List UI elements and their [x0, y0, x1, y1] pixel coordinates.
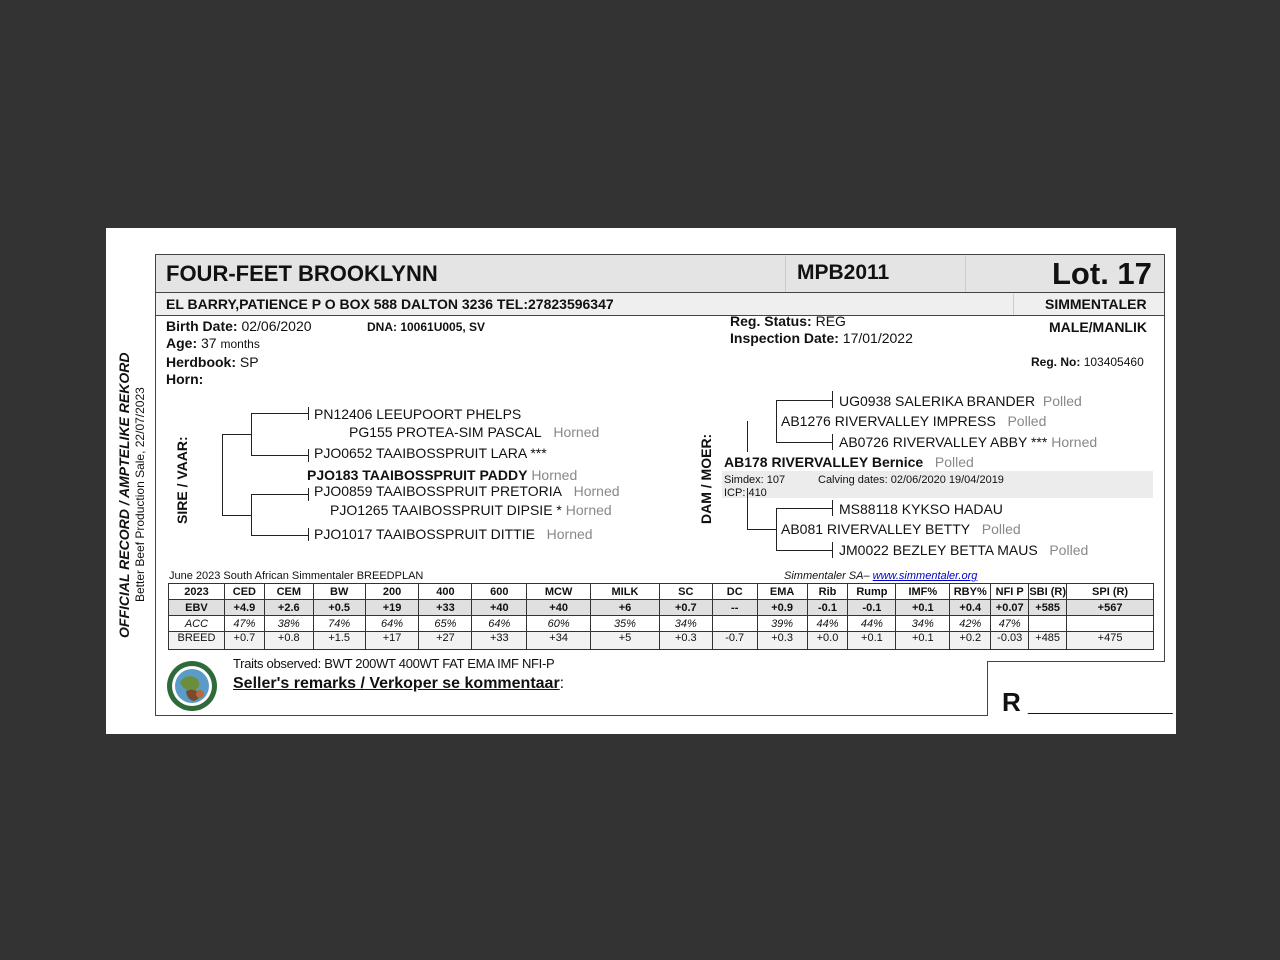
ebv-cell-headers-8: MILK [591, 584, 660, 600]
ebv-cell-headers-0: 2023 [169, 584, 225, 600]
ebv-cell-ebv-14: +0.1 [896, 600, 950, 616]
ebv-cell-breed-12: +0.0 [807, 632, 848, 650]
price-field[interactable] [1002, 687, 1173, 718]
breed-name: SIMMENTALER [1045, 296, 1147, 312]
ebv-cell-ebv-11: +0.9 [757, 600, 807, 616]
dam-horn: Polled [934, 454, 974, 470]
ebv-cell-ebv-12: -0.1 [807, 600, 848, 616]
ebv-cell-headers-9: SC [659, 584, 712, 600]
inspection-label: Inspection Date: [730, 330, 839, 346]
herdbook-label: Herdbook: [166, 354, 236, 370]
society-logo-icon [166, 660, 218, 712]
age-unit: months [220, 337, 260, 351]
breedplan-credit: Simmentaler SA– www.simmentaler.org [784, 570, 978, 582]
ebv-cell-ebv-18: +567 [1067, 600, 1154, 616]
ebv-cell-acc-4: 64% [365, 616, 419, 632]
herdbook-value: SP [239, 354, 259, 370]
ebv-cell-breed-17: +485 [1029, 632, 1067, 650]
sire-dam-horn: Horned [565, 502, 612, 518]
ebv-cell-headers-10: DC [712, 584, 757, 600]
reg-status-value: REG [815, 313, 846, 329]
ebv-cell-breed-3: +1.5 [313, 632, 365, 650]
ebv-cell-breed-0: BREED [169, 632, 225, 650]
ebv-cell-breed-8: +5 [591, 632, 660, 650]
ebv-cell-acc-15: 42% [950, 616, 991, 632]
dam-sire-sire-horn: Polled [1042, 393, 1082, 409]
birth-date-value: 02/06/2020 [241, 318, 312, 334]
dam-dam-dam: JM0022 BEZLEY BETTA MAUS Polled [839, 542, 1089, 558]
birth-date-field [166, 318, 312, 334]
ebv-cell-acc-11: 39% [757, 616, 807, 632]
dam-sire: AB1276 RIVERVALLEY IMPRESS Polled [781, 413, 1047, 429]
sire-dam: PJO1265 TAAIBOSSPRUIT DIPSIE * Horned [330, 502, 612, 518]
reg-status-label: Reg. Status: [730, 313, 812, 329]
sire-sire-sire: PN12406 LEEUPOORT PHELPS [314, 406, 522, 422]
animal-name: FOUR-FEET BROOKLYNN [166, 261, 438, 286]
sire-sire-dam: PJO0652 TAAIBOSSPRUIT LARA *** [314, 445, 547, 461]
ebv-cell-acc-2: 38% [264, 616, 313, 632]
ebv-cell-headers-16: NFI P [991, 584, 1029, 600]
ebv-cell-acc-17 [1029, 616, 1067, 632]
official-record-label: OFFICIAL RECORD / AMPTELIKE REKORD [116, 352, 132, 638]
ebv-cell-acc-8: 35% [591, 616, 660, 632]
ebv-cell-acc-5: 65% [419, 616, 472, 632]
age-value: 37 [201, 335, 217, 351]
ebv-accuracy-row [169, 616, 1154, 632]
birth-date-label: Birth Date: [166, 318, 238, 334]
sire-sire: PG155 PROTEA-SIM PASCAL Horned [349, 424, 600, 440]
ebv-cell-acc-7: 60% [527, 616, 591, 632]
price-blank: __________ [1028, 687, 1173, 717]
ebv-cell-headers-11: EMA [757, 584, 807, 600]
ebv-cell-ebv-4: +19 [365, 600, 419, 616]
reg-no-label: Reg. No: [1031, 355, 1081, 369]
inspection-value: 17/01/2022 [842, 330, 913, 346]
ebv-cell-headers-1: CED [224, 584, 264, 600]
ebv-cell-acc-18 [1067, 616, 1154, 632]
ebv-cell-ebv-16: +0.07 [991, 600, 1029, 616]
ebv-cell-breed-18: +475 [1067, 632, 1154, 650]
sire-dam-dam-horn: Horned [546, 526, 593, 542]
horn-field [166, 371, 203, 387]
ebv-cell-breed-11: +0.3 [757, 632, 807, 650]
ebv-cell-breed-9: +0.3 [659, 632, 712, 650]
ebv-cell-breed-4: +17 [365, 632, 419, 650]
ebv-cell-headers-3: BW [313, 584, 365, 600]
ebv-cell-ebv-17: +585 [1029, 600, 1067, 616]
breeder-info: EL BARRY,PATIENCE P O BOX 588 DALTON 3236 TEL:27823596347 [166, 296, 614, 312]
sire-dam-sire: PJO0859 TAAIBOSSPRUIT PRETORIA Horned [314, 483, 620, 499]
ebv-cell-ebv-1: +4.9 [224, 600, 264, 616]
ebv-cell-breed-13: +0.1 [848, 632, 896, 650]
ebv-cell-acc-6: 64% [472, 616, 527, 632]
ebv-cell-headers-18: SPI (R) [1067, 584, 1154, 600]
ebv-cell-headers-14: IMF% [896, 584, 950, 600]
seller-remarks: Seller's remarks / Verkoper se kommentaar: [233, 675, 565, 692]
sire-dam-sire-horn: Horned [573, 483, 620, 499]
ebv-cell-acc-12: 44% [807, 616, 848, 632]
ebv-cell-ebv-15: +0.4 [950, 600, 991, 616]
ebv-cell-acc-0: ACC [169, 616, 225, 632]
ebv-cell-breed-14: +0.1 [896, 632, 950, 650]
ebv-cell-headers-15: RBY% [950, 584, 991, 600]
ebv-cell-breed-5: +27 [419, 632, 472, 650]
dam-simdex: Simdex: 107 [724, 474, 786, 486]
ebv-cell-ebv-2: +2.6 [264, 600, 313, 616]
ebv-cell-breed-15: +0.2 [950, 632, 991, 650]
ebv-cell-acc-9: 34% [659, 616, 712, 632]
dam-dam-dam-horn: Polled [1049, 542, 1089, 558]
dam-icp: ICP: 410 [724, 487, 767, 499]
dam-sire-sire: UG0938 SALERIKA BRANDER Polled [839, 393, 1082, 409]
ebv-cell-breed-16: -0.03 [991, 632, 1029, 650]
lot-number: Lot. 17 [1052, 256, 1152, 291]
dam-dam-horn: Polled [981, 521, 1021, 537]
ebv-cell-headers-12: Rib [807, 584, 848, 600]
ebv-cell-headers-6: 600 [472, 584, 527, 600]
sale-name-label: Better Beef Production Sale, 22/07/2023 [133, 387, 147, 602]
horn-label: Horn: [166, 371, 204, 387]
sire-name: PJO183 TAAIBOSSPRUIT PADDY Horned [307, 467, 578, 483]
dna-info: DNA: 10061U005, SV [367, 320, 486, 334]
ebv-values-row [169, 600, 1154, 616]
ebv-cell-headers-4: 200 [365, 584, 419, 600]
dam-sire-dam-horn: Horned [1051, 434, 1098, 450]
ebv-cell-headers-17: SBI (R) [1029, 585, 1066, 598]
ebv-cell-acc-1: 47% [224, 616, 264, 632]
dam-label: DAM / MOER: [698, 433, 714, 524]
sire-sire-horn: Horned [553, 424, 600, 440]
ebv-cell-headers-2: CEM [264, 584, 313, 600]
ebv-cell-ebv-10: -- [712, 600, 757, 616]
sire-dam-dam: PJO1017 TAAIBOSSPRUIT DITTIE Horned [314, 526, 593, 542]
dam-sire-horn: Polled [1007, 413, 1047, 429]
dam-dam: AB081 RIVERVALLEY BETTY Polled [781, 521, 1021, 537]
ebv-cell-breed-1: +0.7 [224, 632, 264, 650]
dam-dam-sire: MS88118 KYKSO HADAU [839, 501, 1003, 517]
dam-sire-dam: AB0726 RIVERVALLEY ABBY *** Horned [839, 434, 1098, 450]
ebv-cell-ebv-0: EBV [169, 600, 225, 616]
sex: MALE/MANLIK [1049, 319, 1147, 335]
ebv-cell-acc-16: 47% [991, 616, 1029, 632]
age-field [166, 335, 260, 351]
ebv-cell-ebv-5: +33 [419, 600, 472, 616]
ebv-cell-breed-10: -0.7 [712, 632, 757, 650]
ebv-cell-acc-13: 44% [848, 616, 896, 632]
ebv-cell-ebv-6: +40 [472, 600, 527, 616]
reg-no-value: 103405460 [1083, 355, 1144, 369]
ebv-cell-ebv-3: +0.5 [313, 600, 365, 616]
ebv-cell-ebv-13: -0.1 [848, 600, 896, 616]
herdbook-field [166, 354, 259, 370]
ebv-cell-ebv-7: +40 [527, 600, 591, 616]
simmentaler-link[interactable]: www.simmentaler.org [872, 570, 978, 582]
dam-name: AB178 RIVERVALLEY Bernice Polled [724, 454, 974, 470]
ebv-cell-breed-7: +34 [527, 632, 591, 650]
inspection-field [730, 330, 913, 346]
age-label: Age: [166, 335, 198, 351]
ebv-breed-avg-row [169, 632, 1154, 650]
ebv-cell-ebv-9: +0.7 [659, 600, 712, 616]
ebv-header-row [169, 584, 1154, 600]
ebv-cell-acc-10 [712, 616, 757, 632]
reg-no-field [1031, 355, 1144, 369]
price-currency: R [1002, 687, 1021, 717]
ebv-cell-breed-2: +0.8 [264, 632, 313, 650]
sire-horn: Horned [531, 467, 578, 483]
traits-observed: Traits observed: BWT 200WT 400WT FAT EMA IMF NFI-P [233, 656, 555, 671]
sire-label: SIRE / VAAR: [174, 436, 190, 524]
breedplan-caption: June 2023 South African Simmentaler BREEDPLAN [169, 570, 424, 582]
ebv-cell-ebv-8: +6 [591, 600, 660, 616]
ebv-cell-acc-14: 34% [896, 616, 950, 632]
ebv-cell-breed-6: +33 [472, 632, 527, 650]
ebv-cell-headers-5: 400 [419, 584, 472, 600]
dam-calving-dates: Calving dates: 02/06/2020 19/04/2019 [818, 474, 1004, 486]
ebv-cell-headers-7: MCW [527, 584, 591, 600]
ebv-cell-headers-13: Rump [848, 584, 896, 600]
animal-id: MPB2011 [797, 261, 890, 284]
ebv-table [168, 583, 1154, 650]
ebv-cell-acc-3: 74% [313, 616, 365, 632]
reg-status-field [730, 313, 846, 329]
seller-remarks-label: Seller's remarks / Verkoper se kommentaar [233, 675, 560, 692]
